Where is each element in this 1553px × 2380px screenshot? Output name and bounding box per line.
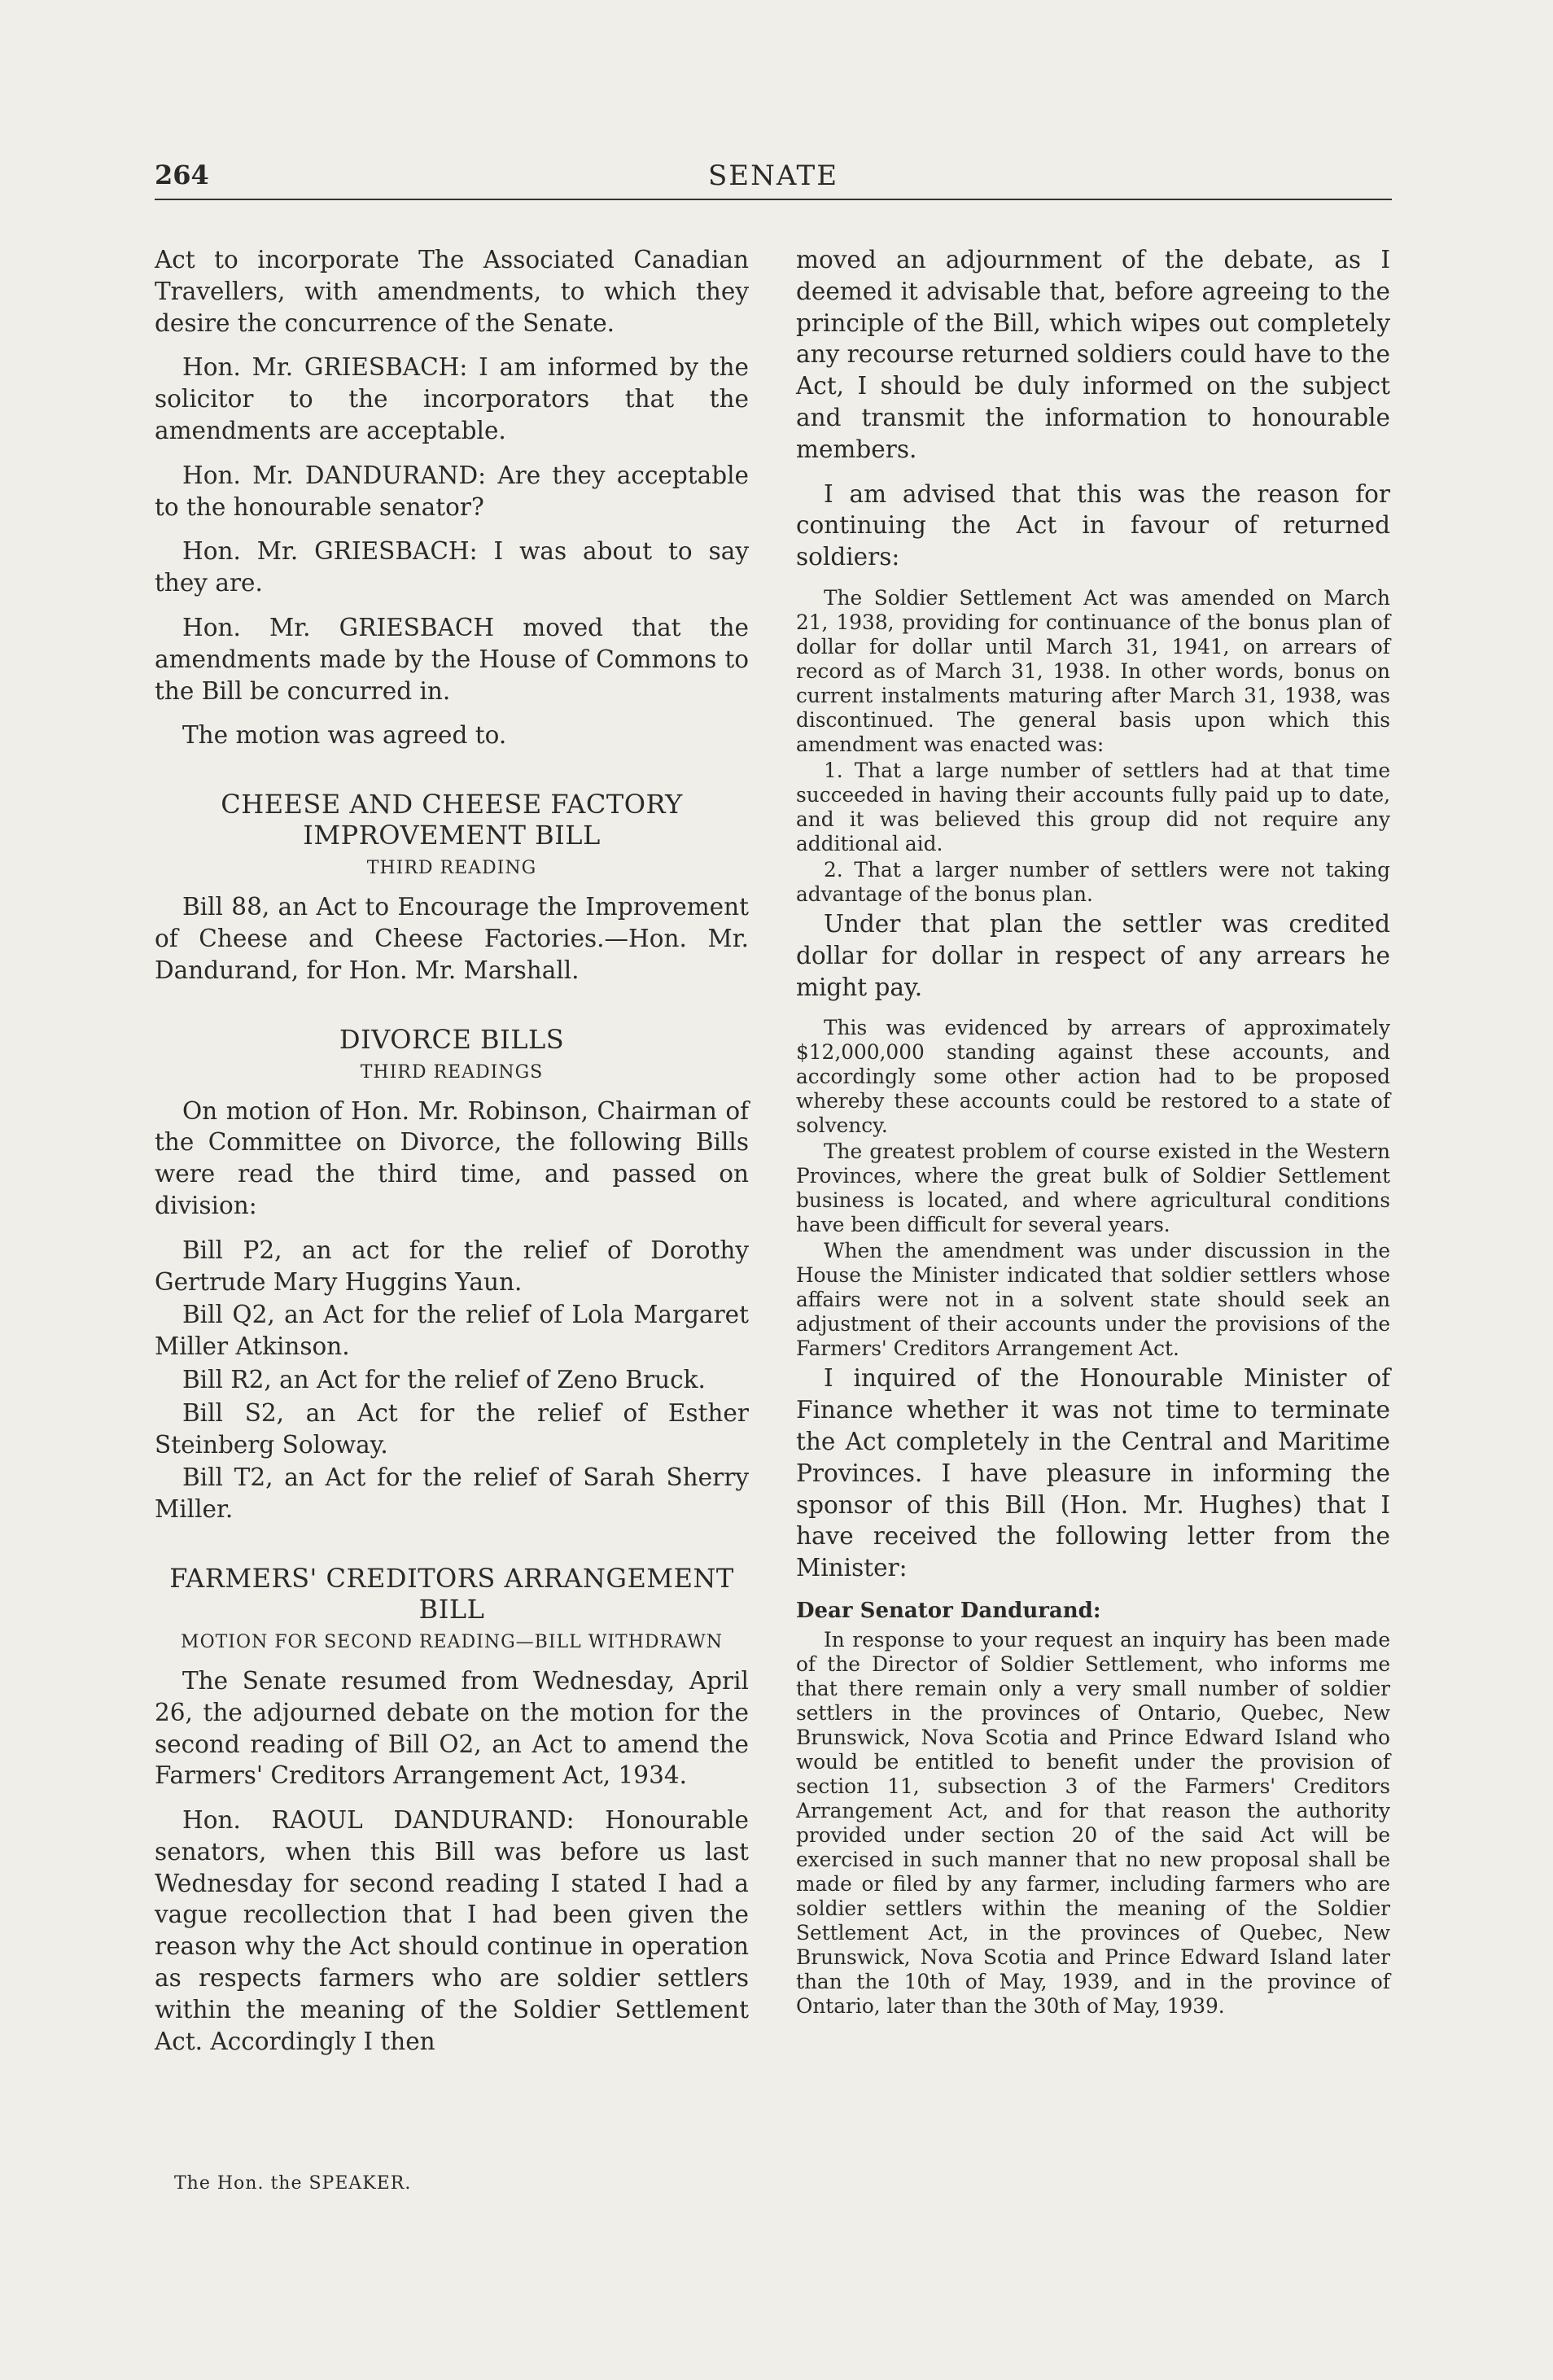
page-header (155, 160, 1392, 192)
left-paragraph: Bill T2, an Act for the relief of Sarah Sherry Miller. (155, 1463, 749, 1524)
left-paragraph: The motion was agreed to. (182, 721, 507, 750)
left-paragraph: Bill R2, an Act for the relief of Zeno Bruck. (182, 1365, 706, 1393)
right-paragraph: I am advised that this was the reason for continuing the Act in favour of returned soldiers: (796, 479, 1390, 571)
right-column (796, 244, 1390, 2020)
left-section-heading: FARMERS' CREDITORS ARRANGEMENT BILL (169, 1562, 734, 1625)
left-column (155, 244, 749, 2070)
right-paragraph: I inquired of the Honourable Minister of Finance whether it was not time to terminate the Act completely in the Central and Maritime Provinces. I have pleasure in informing the sponsor of this Bill (Hon. Mr. Hughes) that I have received the following letter from the Minister: (796, 1364, 1390, 1582)
right-quoted-paragraph: When the amendment was under discussion in the House the Minister indicated that soldier settlers whose affairs were not in a solvent state should seek an adjustment of their accounts under the provisions of the Farmers' Creditors Arrangement Act. (796, 1239, 1390, 1361)
left-section-heading: DIVORCE BILLS (339, 1023, 565, 1055)
right-quoted-paragraph: This was evidenced by arrears of approximately $12,000,000 standing against these accounts, and accordingly some other action had to be proposed whereby these accounts could be restored to a state of solvency. (796, 1016, 1390, 1138)
left-paragraph: Hon. Mr. GRIESBACH moved that the amendments made by the House of Commons to the Bill be concurred in. (155, 613, 749, 705)
running-head: SENATE (707, 160, 839, 192)
page-number: 264 (155, 160, 209, 190)
left-paragraph: On motion of Hon. Mr. Robinson, Chairman of the Committee on Divorce, the following Bills were read the third time, and passed on division: (155, 1096, 749, 1219)
footnote: The Hon. the SPEAKER. (174, 2173, 412, 2194)
left-paragraph: Act to incorporate The Associated Canadian Travellers, with amendments, to which they desire the concurrence of the Senate. (155, 246, 749, 337)
left-paragraph: Hon. Mr. DANDURAND: Are they acceptable to the honourable senator? (155, 461, 749, 521)
header-rule (155, 199, 1392, 200)
left-paragraph: Bill P2, an act for the relief of Dorothy Gertrude Mary Huggins Yaun. (155, 1236, 749, 1296)
right-paragraph: Under that plan the settler was credited dollar for dollar in respect of any arrears he might pay. (796, 909, 1390, 1001)
right-letter-salutation: Dear Senator Dandurand: (796, 1598, 1101, 1623)
right-quoted-paragraph: The greatest problem of course existed in the Western Provinces, where the great bulk of Soldier Settlement business is located, and where agricultural conditions have been difficult for several years. (796, 1140, 1390, 1237)
left-paragraph: The Senate resumed from Wednesday, April 26, the adjourned debate on the motion for the second reading of Bill O2, an Act to amend the Farmers' Creditors Arrangement Act, 1934. (155, 1666, 749, 1790)
left-paragraph: Bill 88, an Act to Encourage the Improvement of Cheese and Cheese Factories.—Hon. Mr. Dandurand, for Hon. Mr. Marshall. (155, 893, 749, 984)
left-paragraph: Bill S2, an Act for the relief of Esther Steinberg Soloway. (155, 1398, 749, 1459)
right-quoted-paragraph: 2. That a larger number of settlers were not taking advantage of the bonus plan. (796, 857, 1390, 906)
right-paragraph: moved an adjournment of the debate, as I deemed it advisable that, before agreeing to the principle of the Bill, which wipes out completely any recourse returned soldiers could have to the Act, I should be duly informed on the subject and transmit the information to honourable members. (796, 246, 1390, 463)
left-section-subheading: THIRD READING (366, 858, 537, 879)
right-quoted-paragraph: 1. That a large number of settlers had at that time succeeded in having their accounts fully paid up to date, and it was believed this group did not require any additional aid. (796, 758, 1390, 855)
right-quoted-paragraph: In response to your request an inquiry has been made of the Director of Soldier Settlement, who informs me that there remain only a very small number of soldier settlers in the provinces of Ontario, Quebec, New Brunswick, Nova Scotia and Prince Edward Island who would be entitled to benefit under the provision of section 11, subsection 3 of the Farmers' Creditors Arrangement Act, and for that reason the authority provided under section 20 of the said Act will be exercised in such manner that no new proposal shall be made or filed by any farmer, including farmers who are soldier settlers within the meaning of the Soldier Settlement Act, in the provinces of Quebec, New Brunswick, Nova Scotia and Prince Edward Island later than the 10th of May, 1939, and in the province of Ontario, later than the 30th of May, 1939. (796, 1627, 1390, 2018)
left-paragraph: Hon. Mr. GRIESBACH: I am informed by the solicitor to the incorporators that the amendments are acceptable. (155, 353, 749, 444)
left-paragraph: Hon. Mr. GRIESBACH: I was about to say they are. (155, 537, 749, 597)
left-paragraph: Hon. RAOUL DANDURAND: Honourable senators, when this Bill was before us last Wednesday for second reading I stated I had a vague recollection that I had been given the reason why the Act should continue in operation as respects farmers who are soldier settlers within the meaning of the Soldier Settlement Act. Accordingly I then (155, 1806, 749, 2055)
left-section-subheading: MOTION FOR SECOND READING—BILL WITHDRAWN (181, 1631, 723, 1652)
right-quoted-paragraph: The Soldier Settlement Act was amended on March 21, 1938, providing for continuance of the bonus plan of dollar for dollar until March 31, 1941, on arrears of record as of March 31, 1938. In other words, bonus on current instalments maturing after March 31, 1938, was discontinued. The general basis upon which this amendment was enacted was: (796, 585, 1390, 756)
left-section-heading: CHEESE AND CHEESE FACTORY IMPROVEMENT BILL (221, 789, 683, 851)
left-paragraph: Bill Q2, an Act for the relief of Lola Margaret Miller Atkinson. (155, 1301, 749, 1361)
left-section-subheading: THIRD READINGS (360, 1061, 544, 1083)
